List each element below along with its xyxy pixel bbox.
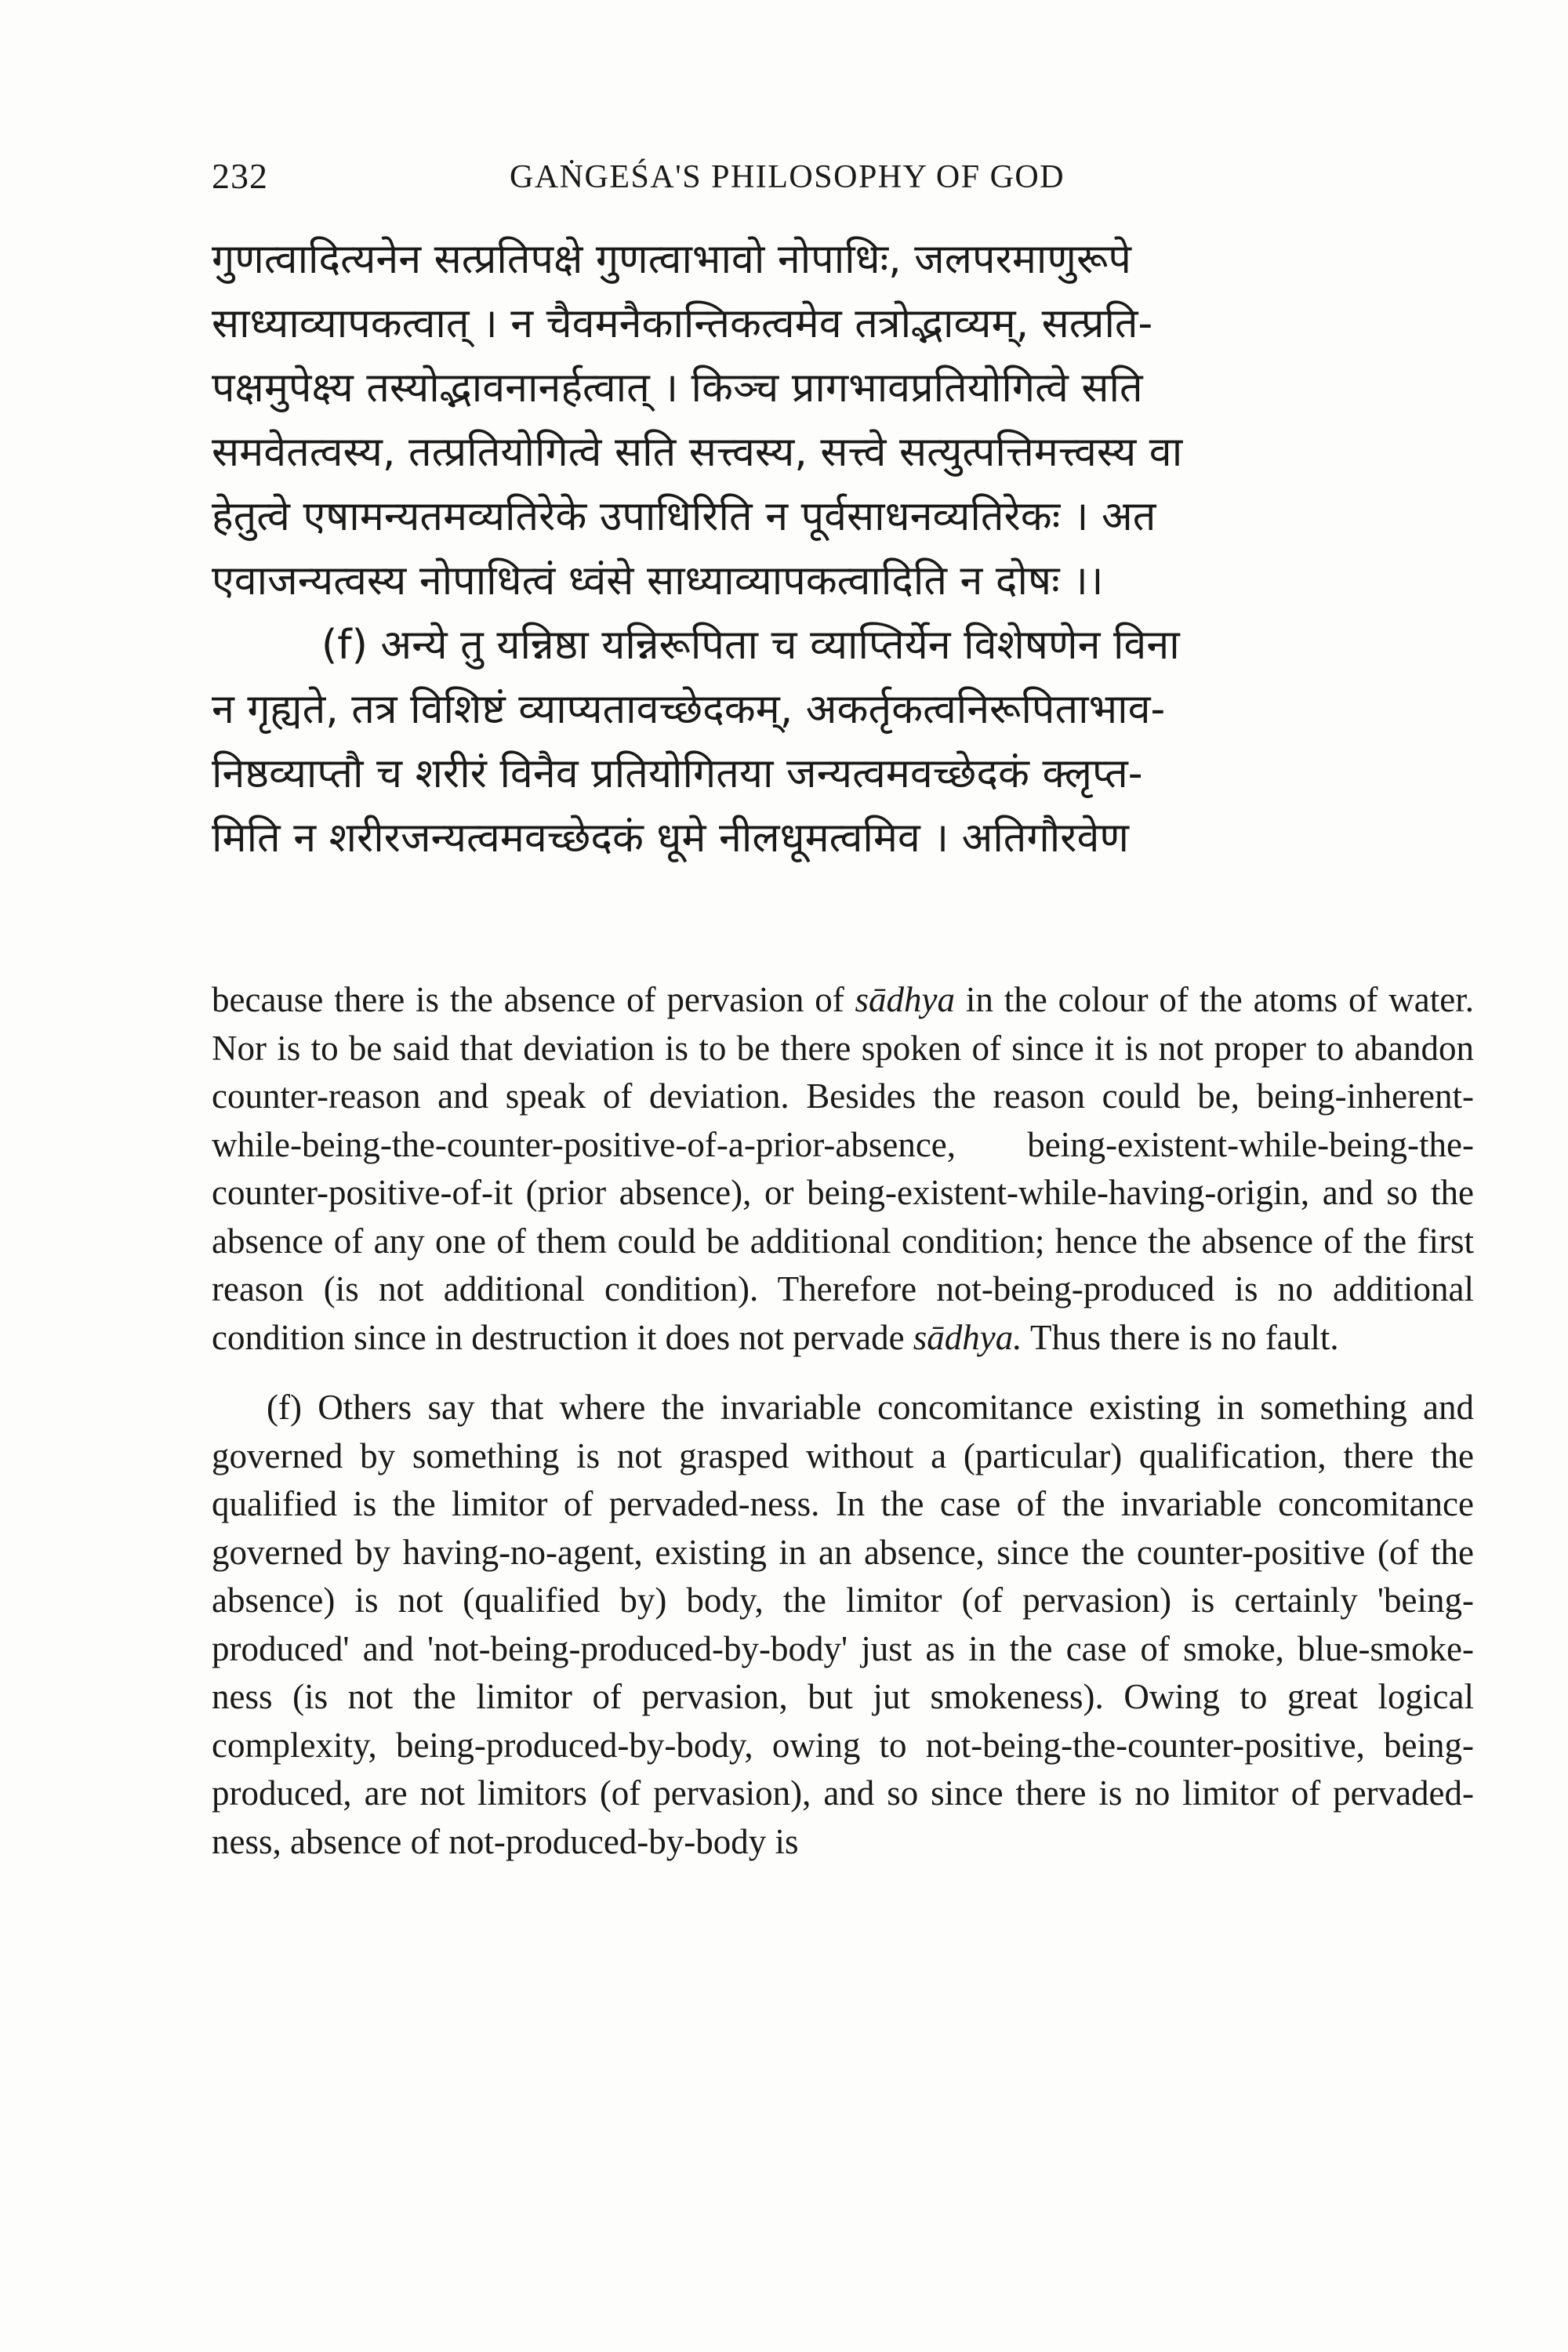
sanskrit-line: गुणत्वादित्यनेन सत्प्रतिपक्षे गुणत्वाभावो नोपाधिः, जलपरमाणुरूपे <box>212 236 1131 283</box>
paragraph-text: in the colour of the atoms of water. Nor is to be said that deviation is to be there spoken of since it is not proper to abandon counter-reason and speak of deviation. Besides the reason could be, being-inherent-while-being-the-counter-positive-of-a-prior-absence, being-existent-while-being-the-counter-positive-of-it (prior absence), or being-existent-while-having-origin, and so the absence of any one of them could be additional condition; hence the absence of the first reason (is not additional condition). Therefore not-being-produced is no additional condition since in destruction it does not pervade <box>212 980 1475 1357</box>
paragraph-text: Thus there is no fault. <box>1022 1317 1339 1357</box>
sanskrit-line: मिति न शरीरजन्यत्वमवच्छेदकं धूमे नीलधूमत्वमिव । अतिगौरवेण <box>212 815 1129 862</box>
sanskrit-passage <box>212 235 1474 878</box>
sanskrit-line: एवाजन्यत्वस्य नोपाधित्वं ध्वंसे साध्याव्यापकत्वादिति न दोषः ।। <box>212 557 1104 604</box>
sanskrit-line: समवेतत्वस्य, तत्प्रतियोगित्वे सति सत्त्वस्य, सत्त्वे सत्युत्पत्तिमत्त्वस्य वा <box>212 429 1183 476</box>
page-number: 232 <box>212 156 268 196</box>
sanskrit-line: न गृह्यते, तत्र विशिष्टं व्याप्यतावच्छेदकम्, अकर्तृकत्वनिरूपिताभाव- <box>212 686 1166 733</box>
running-title: GAṄGEŚA'S PHILOSOPHY OF GOD <box>510 159 1065 195</box>
sanskrit-line: (f) अन्ये तु यन्निष्ठा यन्निरूपिता च व्याप्तिर्येन विशेषणेन विना <box>321 622 1180 669</box>
paragraph-text: because there is the absence of pervasion of <box>212 980 855 1019</box>
sanskrit-line: निष्ठव्याप्तौ च शरीरं विनैव प्रतियोगितया जन्यत्वमवच्छेदकं क्लृप्त- <box>212 750 1143 797</box>
sanskrit-line: साध्याव्यापकत्वात् । न चैवमनैकान्तिकत्वमेव तत्रोद्भाव्यम्, सत्प्रति- <box>212 300 1153 347</box>
italic-term: sādhya. <box>913 1317 1022 1357</box>
italic-term: sādhya <box>855 980 956 1019</box>
sanskrit-line: हेतुत्वे एषामन्यतमव्यतिरेके उपाधिरिति न पूर्वसाधनव्यतिरेकः । अत <box>212 493 1156 540</box>
sanskrit-line: पक्षमुपेक्ष्य तस्योद्भावनानर्हत्वात् । किञ्च प्रागभावप्रतियोगित्वे सति <box>212 365 1143 412</box>
page-header <box>212 155 1474 210</box>
translation-paragraph <box>212 976 1474 1362</box>
translation-paragraph: (f) Others say that where the invariable concomitance existing in something and governed by something is not grasped without a (particular) qualification, there the qualified is the limitor of pervaded-ness. In the case of the invariable concomitance governed by having-no-agent, existing in an absence, since the counter-positive (of the absence) is not (qualified by) body, the limitor (of pervasion) is certainly 'being-produced' and 'not-being-produced-by-body' just as in the case of smoke, blue-smoke-ness (is not the limitor of pervasion, but jut smokeness). Owing to great logical complexity, being-produced-by-body, owing to not-being-the-counter-positive, being-produced, are not limitors (of pervasion), and so since there is no limitor of pervaded-ness, absence of not-produced-by-body is <box>212 1388 1474 1861</box>
english-translation <box>212 976 1474 1866</box>
